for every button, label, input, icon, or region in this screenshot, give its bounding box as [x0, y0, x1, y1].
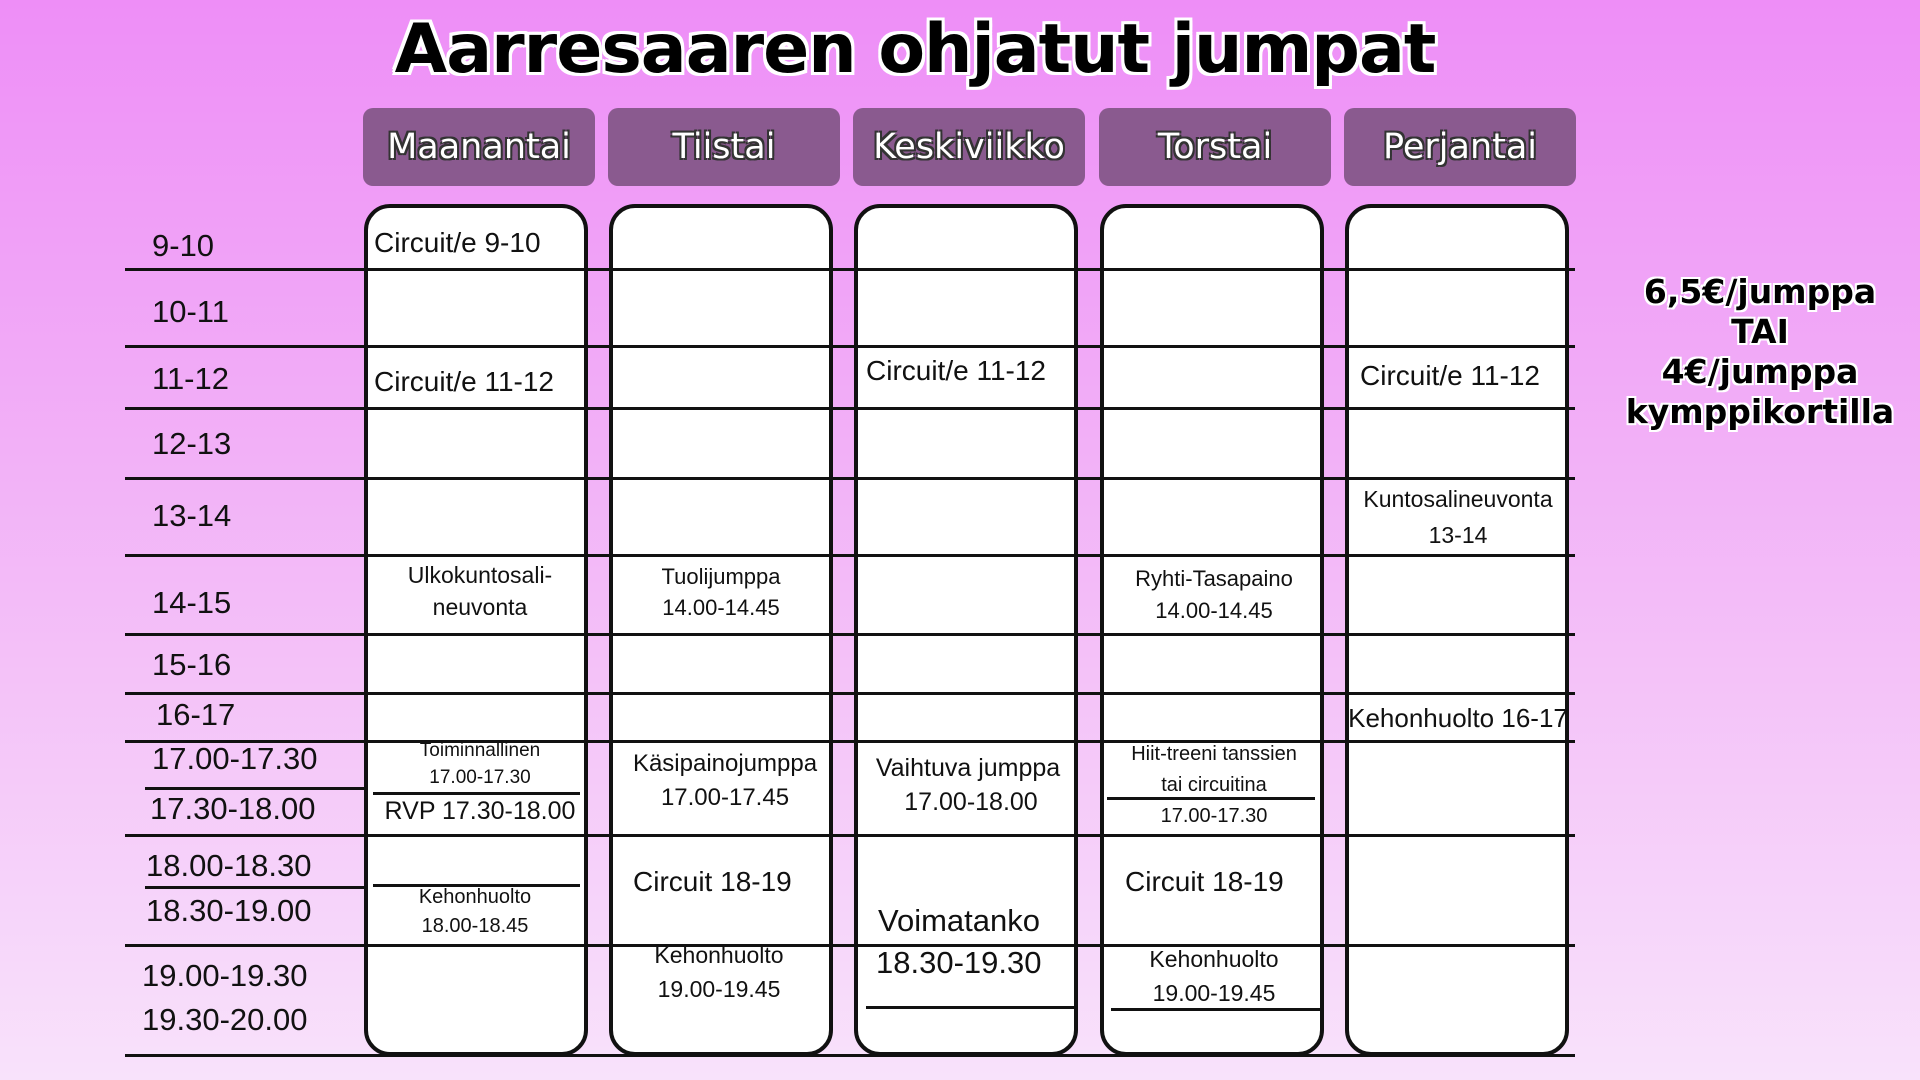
class-entry: 13-14 — [1428, 522, 1488, 548]
class-entry: 19.00-19.45 — [1152, 980, 1276, 1006]
row-divider — [125, 345, 1575, 348]
day-header-friday: Perjantai — [1344, 108, 1576, 186]
time-label: 11-12 — [152, 361, 229, 396]
row-divider — [125, 834, 1575, 837]
time-label: 12-13 — [152, 426, 232, 461]
column-friday — [1345, 204, 1569, 1056]
class-entry: 14.00-14.45 — [662, 595, 780, 620]
day-header-thursday: Torstai — [1099, 108, 1331, 186]
class-entry: 19.00-19.45 — [657, 976, 781, 1002]
row-divider — [125, 944, 1575, 947]
row-divider — [125, 477, 1575, 480]
day-header-monday: Maanantai — [363, 108, 595, 186]
class-entry: 18.00-18.45 — [421, 915, 529, 937]
page-title: Aarresaaren ohjatut jumpat — [394, 10, 1436, 89]
class-entry: Circuit 18-19 — [1125, 866, 1284, 897]
time-label: 15-16 — [152, 647, 232, 682]
class-entry: 17.00-18.00 — [904, 788, 1038, 816]
class-entry: Circuit/e 11-12 — [1360, 360, 1541, 391]
class-entry: Kehonhuolto — [654, 942, 784, 968]
time-label: 19.00-19.30 — [142, 958, 308, 993]
column-tuesday — [609, 204, 833, 1056]
time-label: 18.00-18.30 — [146, 848, 312, 883]
class-entry: Circuit 18-19 — [633, 866, 792, 897]
day-header-tuesday: Tiistai — [608, 108, 840, 186]
half-hour-divider — [145, 886, 365, 889]
class-entry: Ulkokuntosali- — [407, 562, 553, 588]
class-entry: Toiminnallinen — [419, 740, 541, 761]
class-entry: 17.00-17.45 — [660, 784, 790, 811]
time-label: 10-11 — [152, 294, 229, 329]
class-entry: Vaihtuva jumppa — [875, 754, 1061, 782]
class-entry: Kehonhuolto 16-17 — [1348, 703, 1568, 733]
time-label: 18.30-19.00 — [146, 893, 312, 928]
class-entry: tai circuitina — [1161, 774, 1267, 796]
row-divider — [125, 554, 1575, 557]
class-entry: Tuolijumppa — [661, 564, 781, 589]
class-entry: Ryhti-Tasapaino — [1135, 566, 1293, 591]
row-divider — [125, 633, 1575, 636]
class-entry: 14.00-14.45 — [1155, 598, 1273, 623]
price-line: TAI — [1731, 312, 1789, 351]
cell-divider — [866, 1006, 1074, 1009]
row-divider — [125, 692, 1575, 695]
class-entry: Hiit-treeni tanssien — [1131, 743, 1297, 765]
class-entry: Circuit/e 11-12 — [374, 366, 555, 397]
row-divider — [125, 740, 1575, 743]
time-label: 19.30-20.00 — [142, 1002, 308, 1037]
time-label: 14-15 — [152, 585, 232, 620]
half-hour-divider — [145, 787, 365, 790]
class-entry: Circuit/e 9-10 — [374, 227, 541, 258]
class-entry: Kuntosalineuvonta — [1363, 486, 1553, 512]
day-header-wednesday: Keskiviikko — [853, 108, 1085, 186]
class-entry: 17.00-17.30 — [429, 767, 531, 788]
class-entry: Kehonhuolto — [418, 886, 532, 908]
class-entry: Käsipainojumppa — [632, 750, 818, 777]
class-entry: 17.00-17.30 — [1160, 805, 1268, 827]
class-entry: 18.30-19.30 — [876, 945, 1042, 980]
class-entry: Circuit/e 11-12 — [866, 355, 1047, 386]
time-label: 17.00-17.30 — [152, 741, 318, 776]
class-entry: Voimatanko — [878, 903, 1040, 938]
row-divider — [125, 1054, 1575, 1057]
price-note — [1610, 272, 1910, 432]
class-entry: RVP 17.30-18.00 — [384, 797, 576, 825]
time-label: 16-17 — [156, 697, 236, 732]
column-thursday — [1100, 204, 1324, 1056]
class-entry: Kehonhuolto — [1149, 946, 1279, 972]
price-line: kymppikortilla — [1625, 392, 1895, 431]
price-line: 4€/jumppa — [1661, 352, 1859, 391]
time-label: 13-14 — [152, 498, 232, 533]
row-divider — [125, 407, 1575, 410]
time-label: 9-10 — [152, 228, 215, 263]
row-divider — [125, 268, 1575, 271]
price-line: 6,5€/jumppa — [1643, 272, 1877, 311]
class-entry: neuvonta — [432, 594, 528, 620]
time-label: 17.30-18.00 — [150, 791, 316, 826]
